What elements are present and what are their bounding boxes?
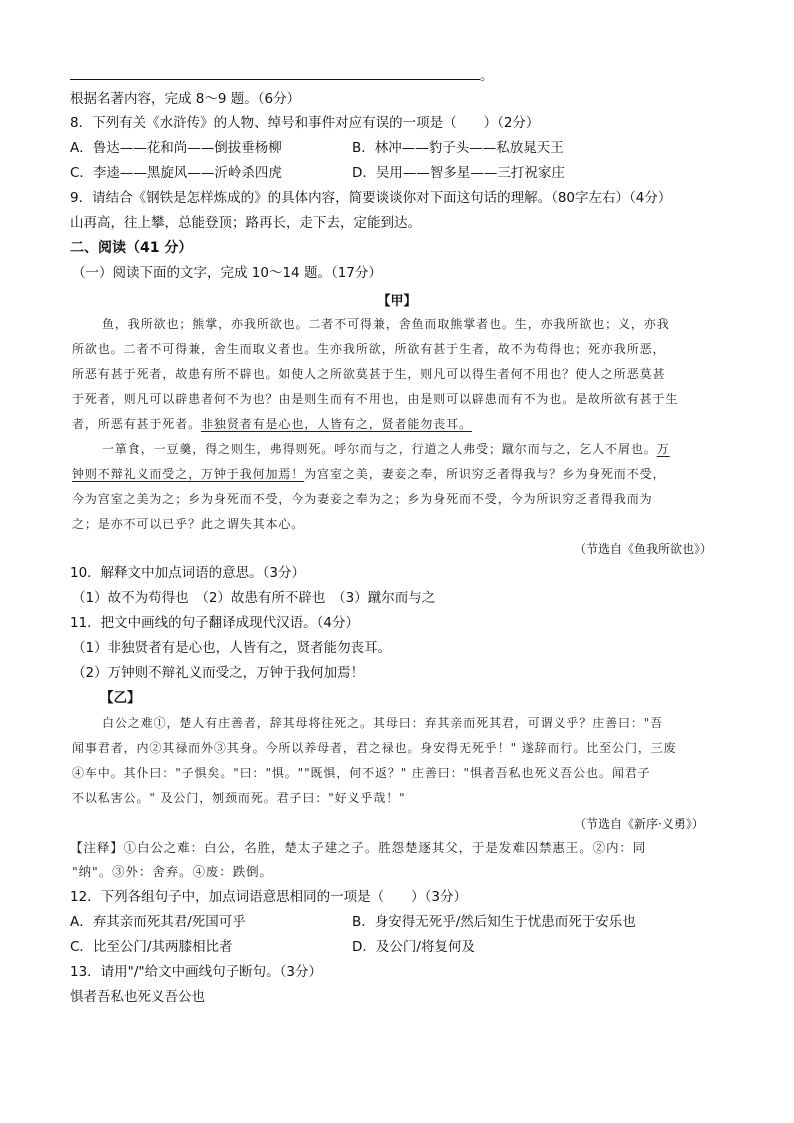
q10-stem: 10．解释文中加点词语的意思。（3分）: [70, 565, 306, 581]
q12-option-b: B．身安得无死乎/然后知生于忧患而死于安乐也: [352, 914, 636, 930]
annotation-line-2: "纳"。③外：舍弃。④废：跌倒。: [72, 864, 273, 879]
q12-option-a: A．弃其亲而死其君/死国可乎: [70, 914, 246, 930]
q8-option-a: A．鲁达——花和尚——倒拔垂杨柳: [70, 140, 282, 156]
yi-source: （节选自《新序·义勇》）: [574, 817, 704, 831]
answer-blank-line: [70, 79, 480, 80]
q11-sentence-2: （2）万钟则不辩礼义而受之，万钟于我何加焉！: [72, 665, 365, 681]
period-mark: 。: [480, 68, 494, 84]
q13-text: 惧者吾私也死义吾公也: [70, 989, 205, 1005]
jia-line-text: 一箪食，一豆羹，得之则生，弗得则死。呼尔而与之，行道之人弗受；蹴尔而与之，乞人不屑也。: [102, 442, 657, 456]
q9-stem: 9．请结合《钢铁是怎样炼成的》的具体内容，简要谈谈你对下面这句话的理解。（80字左右）（4分）: [70, 190, 672, 206]
underlined-sentence-2-end: 钟则不辩礼义而受之，万钟于我何加焉！: [72, 467, 305, 481]
q8-9-intro: 根据名著内容，完成 8～9 题。（6分）: [70, 91, 301, 107]
jia-line: 之；是亦不可以已乎？此之谓失其本心。: [72, 517, 305, 531]
jia-line-text: 者，所恶有甚于死者。: [72, 417, 202, 431]
underlined-sentence-2-start: 万: [656, 442, 670, 456]
part-1-intro: （一）阅读下面的文字，完成 10～14 题。（17分）: [72, 265, 382, 281]
q12-option-d: D．及公门/将复何及: [352, 939, 475, 955]
q8-option-d: D．吴用——智多星——三打祝家庄: [352, 165, 565, 181]
yi-line: 闻事君者，内②其禄而外③其身。今所以养母者，君之禄也。身安得无死乎！" 遂辞而行。比至公门，三废: [72, 741, 677, 755]
q8-stem: 8．下列有关《水浒传》的人物、绰号和事件对应有误的一项是（ ）（2分）: [70, 115, 540, 131]
q13-stem: 13．请用"/"给文中画线句子断句。（3分）: [70, 964, 322, 980]
q12-stem: 12．下列各组句子中，加点词语意思相同的一项是（ ）（3分）: [70, 889, 468, 905]
jia-line: 鱼，我所欲也；熊掌，亦我所欲也。二者不可得兼，舍鱼而取熊掌者也。生，亦我所欲也；义，亦我: [102, 317, 670, 331]
jia-source: （节选自《鱼我所欲也》）: [574, 542, 713, 556]
passage-jia-label: 【甲】: [377, 294, 417, 309]
underlined-sentence-1: 非独贤者有是心也，人皆有之，贤者能勿丧耳。: [201, 417, 472, 431]
jia-line: 所欲也。二者不可得兼，舍生而取义者也。生亦我所欲，所欲有甚于生者，故不为苟得也；死亦我所恶，: [72, 342, 666, 356]
jia-line: [102, 441, 670, 457]
jia-line: [72, 416, 472, 432]
q9-quote: 山再高，往上攀，总能登顶；路再长，走下去，定能到达。: [70, 215, 421, 231]
q10-items: （1）故不为苟得也 （2）故患有所不辟也 （3）蹴尔而与之: [72, 590, 436, 606]
yi-line: ④车中。其仆曰："子惧矣。"曰："惧。""既惧，何不返？" 庄善曰："惧者吾私也死义吾公也。闻君子: [72, 766, 651, 780]
section-2-title: 二、阅读（41 分）: [70, 240, 193, 256]
jia-line: 于死者，则凡可以辟患者何不为也？由是则生而有不用也，由是则可以辟患而有不为也。是故所欲有甚于生: [72, 392, 679, 406]
annotation-line-1: 【注释】①白公之难：白公，名胜，楚太子建之子。胜怨楚逐其父，于是发难囚禁惠王。②内：同: [70, 840, 647, 855]
q8-option-b: B．林冲——豹子头——私放晁天王: [352, 140, 564, 156]
q12-option-c: C．比至公门/其两膝相比者: [70, 939, 233, 955]
q11-stem: 11．把文中画线的句子翻译成现代汉语。（4分）: [70, 615, 360, 631]
yi-line: 不以私害公。" 及公门，刎颈而死。君子曰："好义乎哉！": [72, 791, 406, 805]
q11-sentence-1: （1）非独贤者有是心也，人皆有之，贤者能勿丧耳。: [72, 640, 392, 656]
passage-yi-label: 【乙】: [100, 690, 141, 706]
jia-line: 所恶有甚于死者，故患有所不辟也。如使人之所欲莫甚于生，则凡可以得生者何不用也？使人之所恶莫甚: [72, 367, 666, 381]
jia-line-text: 为宫室之美，妻妾之奉，所识穷乏者得我与？乡为身死而不受，: [304, 467, 666, 481]
yi-line: 白公之难①，楚人有庄善者，辞其母将往死之。其母曰：弃其亲而死其君，可谓义乎？庄善曰："吾: [102, 716, 664, 730]
jia-line: [72, 466, 665, 482]
jia-line: 今为宫室之美为之；乡为身死而不受，今为妻妾之奉为之；乡为身死而不受，今为所识穷乏者得我而为: [72, 492, 653, 506]
q8-option-c: C．李逵——黑旋风——沂岭杀四虎: [70, 165, 282, 181]
